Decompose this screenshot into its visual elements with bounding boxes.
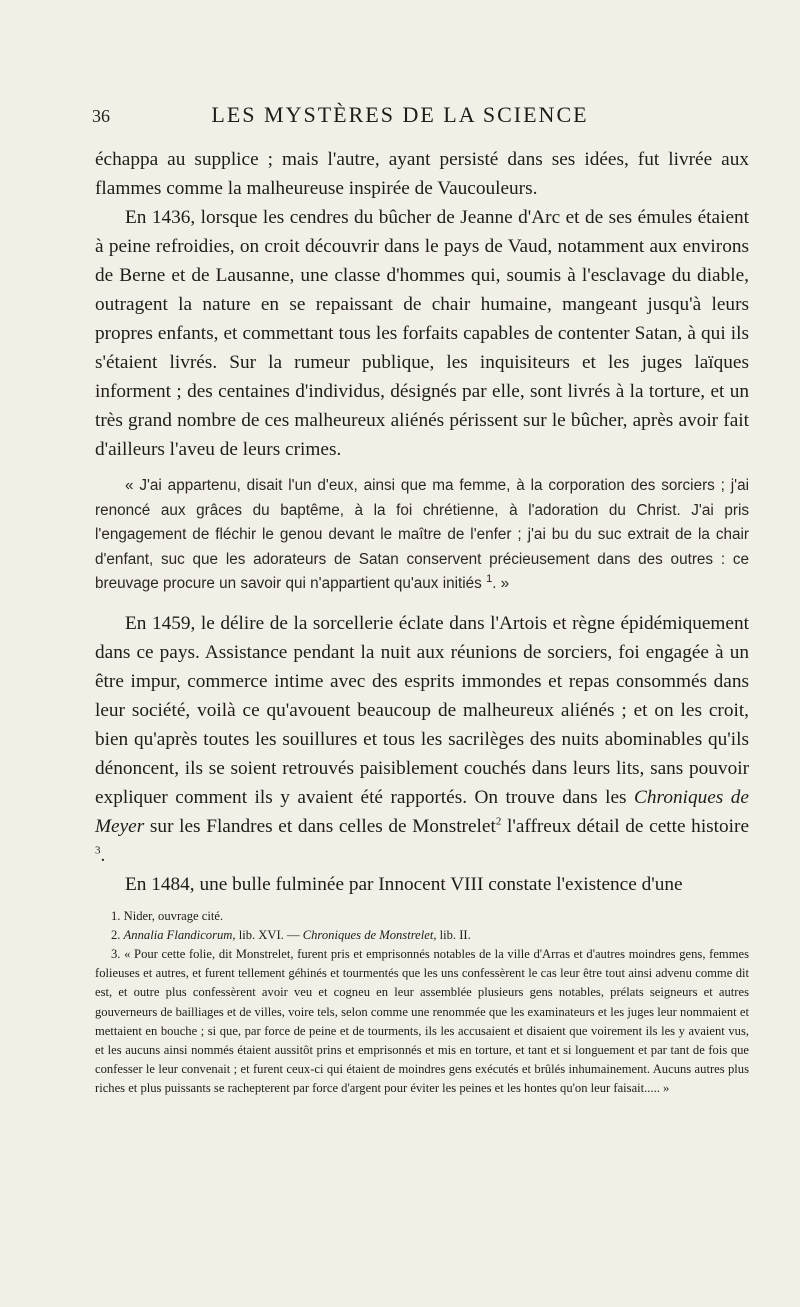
paragraph-3-mid2: l'affreux détail de cette histoire — [506, 815, 750, 837]
paragraph-3 — [95, 609, 749, 870]
page-body — [95, 145, 749, 1099]
footnote-ref-3: 3 — [95, 844, 101, 857]
page-header — [0, 102, 800, 132]
chroniques-monstrelet-title: Chroniques de Monstrelet, — [302, 927, 437, 942]
annalia-title: Annalia Flandicorum, — [123, 927, 236, 942]
footnote-2-lib: lib. XVI. — — [238, 927, 300, 942]
footnote-3: 3. « Pour cette folie, dit Monstrelet, furent pris et emprisonnés notables de la ville d'Arras et d'autres moindres gens, femmes folieuses et autres, et furent tellement géhinés et tourmentés que les uns confessèrent le cas leur être tout ainsi advenu comme dit est, et outre plus confessèrent avoir veu et cogneu en leur assemblée plusieurs gens notables, prélats seigneurs et autres gouverneurs de bailliages et de villes, voire tels, selon comme une renommée que les examinateurs et les juges leur nommaient et mettaient en bouche ; si que, par force de peine et de tourments, ils les accusaient et disaient que voirement ils les y avaient vus, et les aucuns ainsi nommés étaient aussitôt prins et emprisonnés et mis en torture, et tant et si longuement et par tant de fois que confesser le leur convenait ; et furent ceux-ci qui étaient de moindres gens exécutés et brûlés inhumainement. Aucuns autres plus riches et plus puissants se rachepterent par force d'argent pour éviter les peines et les hontes qu'on leur faisait..... » — [95, 946, 749, 1096]
paragraph-3-text: En 1459, le délire de la sorcellerie éclate dans l'Artois et règne épidémiquement dans ce pays. Assistance pendant la nuit aux réunions de sorciers, foi engagée à un être impur, commerce intime avec des esprits immondes et repas consommés dans leur société, voilà ce qu'avouent beaucoup de malheureux aliénés ; et on les croit, bien qu'après toutes les souillures et tous les sacrilèges des nuits abominables qu'ils dénoncent, ils se soient retrouvés paisiblement couchés dans leurs lits, sans pouvoir expliquer comment ils y avaient été rapportés. On trouve dans les — [95, 612, 749, 808]
footnote-2-end: lib. II. — [439, 927, 471, 942]
paragraph-4: En 1484, une bulle fulminée par Innocent VIII constate l'existence d'une — [125, 873, 683, 895]
footnote-ref-2: 2 — [495, 815, 502, 828]
running-title: LES MYSTÈRES DE LA SCIENCE — [211, 102, 589, 127]
paragraph-3-end: . — [100, 844, 106, 866]
footnote-2 — [95, 926, 749, 945]
footnote-1: 1. Nider, ouvrage cité. — [111, 908, 224, 923]
paragraph-2: En 1436, lorsque les cendres du bûcher de Jeanne d'Arc et de ses émules étaient à peine refroidies, on croit découvrir dans le pays de Vaud, notamment aux environs de Berne et de Lausanne, une classe d'hommes qui, soumis à l'esclavage du diable, outragent la nature en se repaissant de chair humaine, mangeant jusqu'à leurs propres enfants, et commettant tous les forfaits capables de contenter Satan, à qui ils s'étaient livrés. Sur la rumeur publique, les inquisiteurs et les juges laïques informent ; des centaines d'individus, désignés par elle, sont livrés à la torture, et un très grand nombre de ces malheureux aliénés périssent sur le bûcher, après avoir fait d'ailleurs l'aveu de leurs crimes. — [95, 207, 749, 460]
paragraph-3-mid: sur les Flandres et dans celles de Monstrelet — [149, 815, 496, 837]
chroniques-meyer-title: Chroniques de Meyer — [95, 786, 749, 837]
quote-end: . » — [492, 575, 510, 592]
footnote-2-number: 2. — [111, 927, 121, 942]
witness-quote — [95, 474, 749, 597]
page-number: 36 — [92, 106, 110, 126]
footnote-ref-1: 1 — [486, 572, 493, 585]
paragraph-1: échappa au supplice ; mais l'autre, ayant persisté dans ses idées, fut livrée aux flammes comme la malheureuse inspirée de Vaucouleurs. — [95, 149, 749, 199]
footnotes — [95, 907, 749, 1099]
quote-text: « J'ai appartenu, disait l'un d'eux, ainsi que ma femme, à la corporation des sorciers ; j'ai renoncé aux grâces du baptême, à la foi chrétienne, à l'adoration du Christ. J'ai pris l'engagement de fléchir le genou devant le maître de l'enfer ; j'ai bu du suc extrait de la chair d'enfant, suc que les adorateurs de Satan conservent précieusement dans des outres : ce breuvage procure un savoir qui n'appartient qu'aux initiés — [95, 477, 749, 592]
